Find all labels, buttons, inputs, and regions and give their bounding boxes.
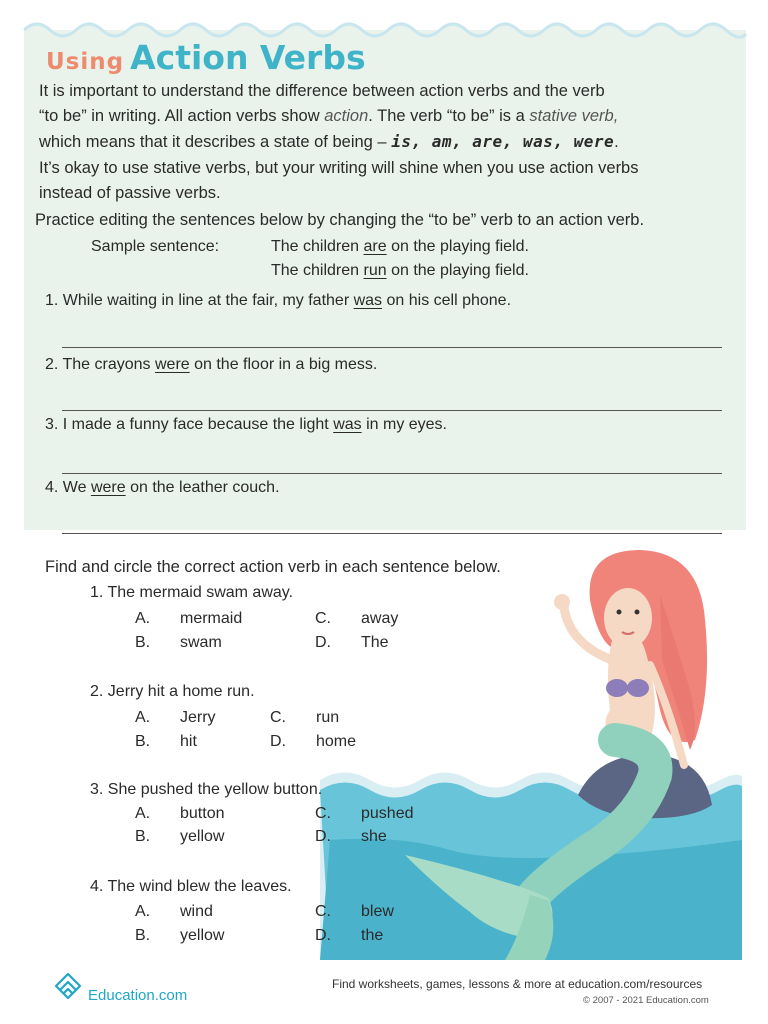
sample-sentence-2: The children run on the playing field. xyxy=(271,262,529,279)
title-using: Using xyxy=(46,49,125,75)
answer-line-3[interactable] xyxy=(62,473,722,474)
edit-item-1: 1. While waiting in line at the fair, my father was on his cell phone. xyxy=(45,292,512,309)
answer-line-2[interactable] xyxy=(62,410,722,411)
sample-label: Sample sentence: xyxy=(91,238,220,255)
question-3: 3. She pushed the yellow button. xyxy=(90,781,323,798)
answer-line-4[interactable] xyxy=(62,533,722,534)
q1-option-d[interactable]: The xyxy=(361,634,389,651)
education-logo-icon xyxy=(52,970,86,1004)
footer-resources-link[interactable]: Find worksheets, games, lessons & more at education.com/resources xyxy=(332,977,703,991)
q4-option-b[interactable]: yellow xyxy=(180,927,225,944)
title-main: Action Verbs xyxy=(130,38,366,77)
okay-paragraph: It’s okay to use stative verbs, but your writing will shine when you use action verbs instead of passive verbs. xyxy=(39,159,639,202)
intro-paragraph: It is important to understand the difference between action verbs and the verb “to be” in writing. All action verbs show action. The verb “to be” is a stative verb, which means that it describes a state of being – is, am, are, was, were. xyxy=(39,82,619,151)
q2-option-a[interactable]: Jerry xyxy=(180,709,216,726)
q3-option-c[interactable]: pushed xyxy=(361,805,414,822)
q4-option-a[interactable]: wind xyxy=(180,903,213,920)
q2-option-d[interactable]: home xyxy=(316,733,357,750)
page-title xyxy=(46,38,366,77)
find-instruction: Find and circle the correct action verb in each sentence below. xyxy=(45,558,501,576)
edit-item-3: 3. I made a funny face because the light was in my eyes. xyxy=(45,416,447,433)
q4-option-c[interactable]: blew xyxy=(361,903,394,920)
edit-item-2: 2. The crayons were on the floor in a big mess. xyxy=(45,356,378,373)
q1-option-a[interactable]: mermaid xyxy=(180,610,243,627)
question-1: 1. The mermaid swam away. xyxy=(90,584,294,601)
stative-verbs-list: is, am, are, was, were xyxy=(391,132,615,151)
question-4: 4. The wind blew the leaves. xyxy=(90,878,292,895)
q2-option-c[interactable]: run xyxy=(316,709,340,726)
edit-item-4: 4. We were on the leather couch. xyxy=(45,479,280,496)
q3-option-b[interactable]: yellow xyxy=(180,828,225,845)
q3-option-d[interactable]: she xyxy=(361,828,387,845)
sample-sentence-1: The children are on the playing field. xyxy=(271,238,529,255)
q3-option-a[interactable]: button xyxy=(180,805,225,822)
q1-option-c[interactable]: away xyxy=(361,610,399,627)
practice-instruction: Practice editing the sentences below by changing the “to be” verb to an action verb. xyxy=(35,211,645,229)
answer-line-1[interactable] xyxy=(62,347,722,348)
brand-name: Education.com xyxy=(88,987,188,1004)
question-2: 2. Jerry hit a home run. xyxy=(90,683,255,700)
q2-option-b[interactable]: hit xyxy=(180,733,197,750)
q1-option-b[interactable]: swam xyxy=(180,634,222,651)
q4-option-d[interactable]: the xyxy=(361,927,384,944)
footer-copyright: © 2007 - 2021 Education.com xyxy=(583,995,709,1006)
